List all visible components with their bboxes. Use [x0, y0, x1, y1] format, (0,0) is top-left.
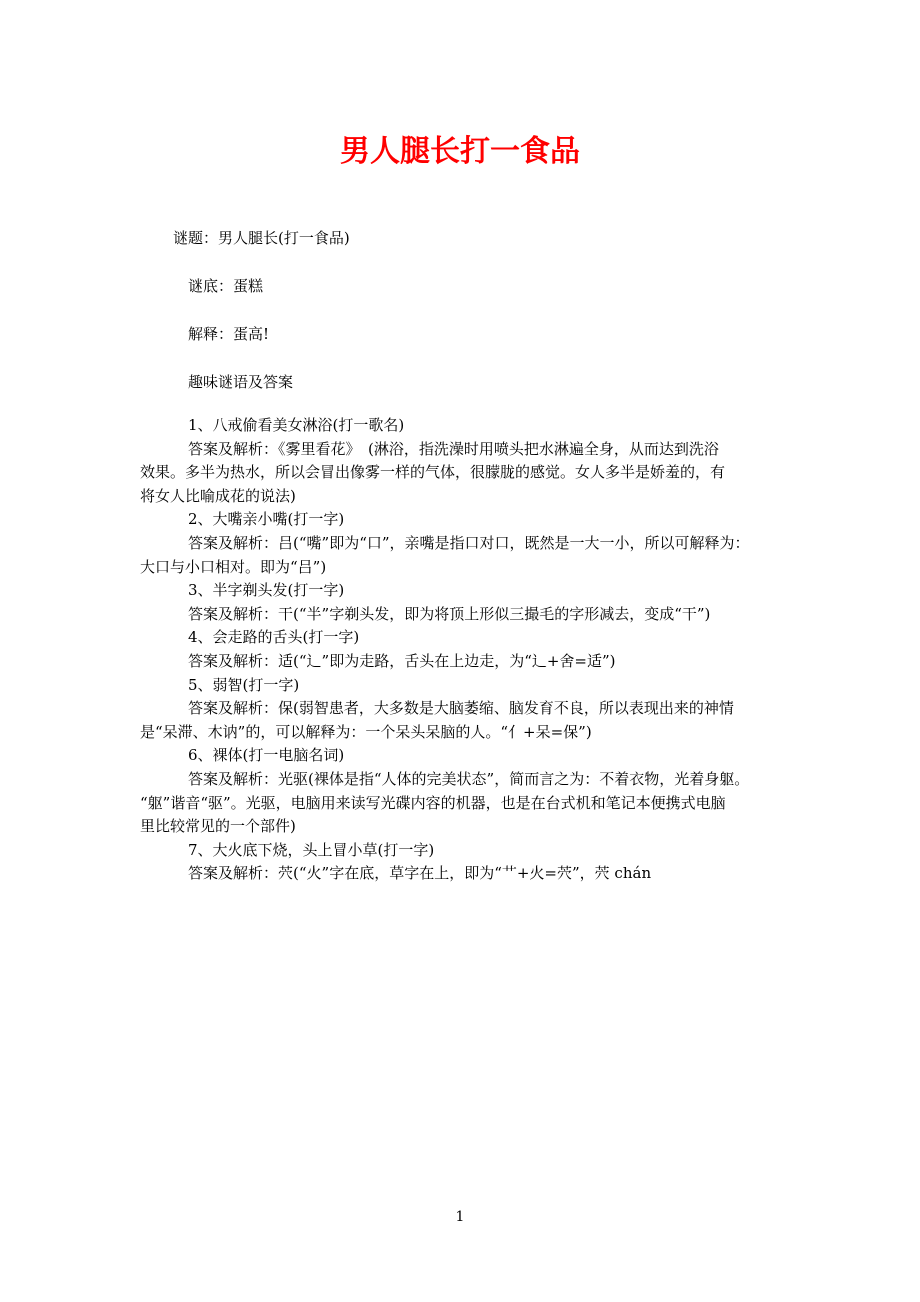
riddle-4-question: 4、会走路的舌头(打一字): [188, 628, 360, 647]
riddle-6-question: 6、裸体(打一电脑名词): [188, 746, 345, 765]
section-heading: 趣味谜语及答案: [188, 373, 294, 391]
riddle-explanation: 解释：蛋高!: [188, 325, 270, 343]
riddle-3-question: 3、半字剃头发(打一字): [188, 581, 345, 600]
riddle-1-answer-cont: 效果。多半为热水，所以会冒出像雾一样的气体，很朦胧的感觉。女人多半是娇羞的，有: [140, 463, 726, 482]
riddle-7-question: 7、大火底下烧，头上冒小草(打一字): [188, 840, 435, 859]
riddle-answer: 谜底：蛋糕: [188, 277, 264, 295]
riddle-5-answer: 答案及解析：保(弱智患者，大多数是大脑萎缩、脑发育不良，所以表现出来的神情: [188, 699, 734, 718]
riddle-6-answer-cont: 里比较常见的一个部件): [140, 817, 296, 836]
riddle-4-answer: 答案及解析：适(“辶”即为走路，舌头在上边走，为“辶+舍=适”): [188, 651, 616, 670]
riddle-list: [140, 414, 800, 886]
document-title: 男人腿长打一食品: [340, 134, 580, 169]
riddle-2-answer: 答案及解析：吕(“嘴”即为“口”，亲嘴是指口对口，既然是一大一小，所以可解释为：: [188, 533, 750, 552]
page-number: 1: [455, 1209, 465, 1225]
riddle-6-answer: 答案及解析：光驱(裸体是指“人体的完美状态”，简而言之为：不着衣物，光着身躯。: [188, 769, 750, 788]
riddle-1-answer: 答案及解析：《雾里看花》 (淋浴，指洗澡时用喷头把水淋遍全身，从而达到洗浴: [188, 439, 719, 458]
riddle-6-answer-cont: “躯”谐音“驱”。光驱，电脑用来读写光碟内容的机器，也是在台式机和笔记本便携式电脑: [140, 793, 726, 812]
riddle-7-answer: 答案及解析：茓(“火”字在底，草字在上，即为“艹+火=茓”，茓 chán: [188, 864, 652, 883]
riddle-2-answer-cont: 大口与小口相对。即为“吕”): [140, 557, 327, 576]
riddle-2-question: 2、大嘴亲小嘴(打一字): [188, 510, 345, 529]
riddle-1-answer-cont: 将女人比喻成花的说法): [140, 486, 296, 505]
riddle-question: 谜题：男人腿长(打一食品): [173, 229, 350, 247]
riddle-1-question: 1、八戒偷看美女淋浴(打一歌名): [188, 416, 405, 434]
riddle-5-question: 5、弱智(打一字): [188, 675, 300, 694]
riddle-3-answer: 答案及解析：干(“半”字剃头发，即为将顶上形似三撮毛的字形减去，变成“干”): [188, 604, 711, 623]
riddle-5-answer-cont: 是“呆滞、木讷”的，可以解释为：一个呆头呆脑的人。“亻+呆=保”): [140, 722, 592, 741]
